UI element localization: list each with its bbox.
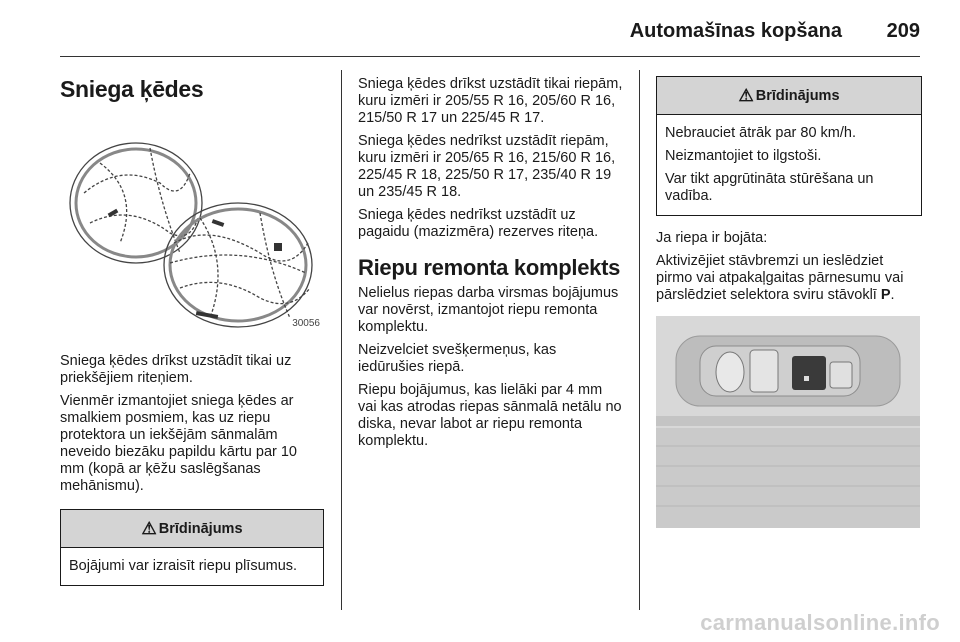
page-number: 209 [886,20,920,42]
section-title: Automašīnas kopšana [629,20,842,42]
column-divider-2 [639,70,640,610]
warning-triangle-icon: ⚠ [141,518,157,538]
paragraph: Neizvelciet svešķermeņus, kas iedūrušies riepā. [358,342,557,375]
paragraph: Sniega ķēdes drīkst uzstādīt tikai uz priekšējiem riteņiem. [60,353,292,386]
column-1 [60,60,324,586]
header-divider [60,56,920,57]
warning-box [656,76,922,216]
paragraph: Sniega ķēdes nedrīkst uzstādīt riepām, kuru izmēri ir 205/65 R 16, 215/60 R 16, 225/45 R 18, 225/50 R 17, 235/40 R 19 un 235/45 R 18. [358,133,616,200]
paragraph: Sniega ķēdes drīkst uzstādīt tikai riepām, kuru izmēri ir 205/55 R 16, 205/60 R 16, 215/50 R 17 un 225/45 R 17. [358,76,623,126]
paragraph: Sniega ķēdes nedrīkst uzstādīt uz pagaidu (mazizmēra) rezerves riteņa. [358,207,599,240]
warning-text: Neizmantojiet to ilgstoši. [665,148,822,164]
figure-number: 30056 [292,318,320,329]
page-header [60,16,920,50]
tire-repair-kit-heading: Riepu remonta komplekts [358,255,621,280]
warning-text: Nebrauciet ātrāk par 80 km/h. [665,125,857,141]
column-2 [358,76,624,450]
warning-header [61,510,323,548]
gear-position-label: P [880,287,891,303]
column-3 [656,66,922,528]
watermark: carmanualsonline.info [700,610,940,635]
trunk-photo-drawing [656,316,920,528]
warning-text: Bojājumi var izraisīt riepu plīsumus. [69,558,298,574]
paragraph: Nelielus riepas darba virsmas bojājumus var novērst, izmantojot riepu remonta komplektu. [358,285,619,335]
warning-header [657,77,921,115]
warning-box [60,509,324,586]
snow-chains-heading: Sniega ķēdes [60,76,204,102]
paragraph: Vienmēr izmantojiet sniega ķēdes ar smalkiem posmiem, kas uz riepu protektora un iekšējām sānmalām neveido biezāku papildu kārtu par 10 mm (kopā ar ķēžu saslēgšanas mehānismu). [60,393,297,494]
warning-title: Brīdinājums [158,520,243,537]
warning-body [61,548,323,585]
snow-chains-drawing [60,123,324,333]
paragraph: Ja riepa ir bojāta: [656,230,768,246]
paragraph [656,253,922,304]
snow-chains-illustration [60,123,324,333]
trunk-repair-kit-photo [656,316,920,528]
warning-body [657,115,921,215]
paragraph-text: Aktivizējiet stāvbremzi un ieslēdziet pirmo vai atpakaļgaitas pārnesumu vai pārslēdziet selektora sviru stāvoklī [656,253,904,303]
paragraph-end: . [890,287,895,303]
paragraph: Riepu bojājumus, kas lielāki par 4 mm vai kas atrodas riepas sānmalā netālu no diska, nevar labot ar riepu remonta komplektu. [358,382,622,449]
warning-triangle-icon: ⚠ [738,85,754,105]
column-divider-1 [341,70,342,610]
warning-title: Brīdinājums [755,87,840,104]
warning-text: Var tikt apgrūtināta stūrēšana un vadība. [665,171,874,204]
